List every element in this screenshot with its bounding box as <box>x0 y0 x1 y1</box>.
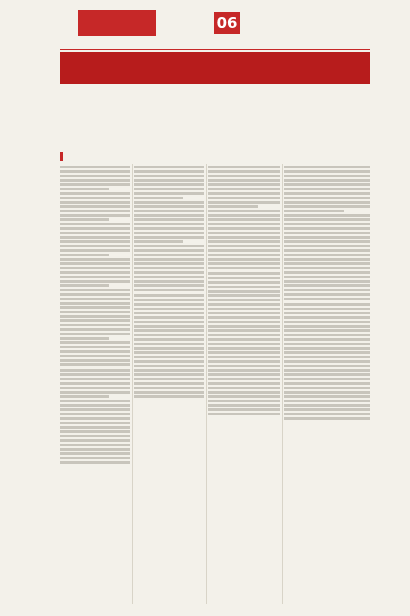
banner-slogan <box>60 52 370 84</box>
column-divider <box>206 164 207 604</box>
article-column-1 <box>60 164 130 604</box>
column-divider <box>132 164 133 604</box>
page-number: 06 <box>214 12 240 34</box>
article-column-3 <box>208 164 280 604</box>
page-header <box>0 0 410 52</box>
header-rule <box>60 49 370 50</box>
body-text-block <box>134 166 204 292</box>
body-text-block <box>208 272 280 415</box>
article-column-4 <box>284 164 370 604</box>
column-divider <box>282 164 283 604</box>
body-text-block <box>134 294 204 398</box>
body-text-block <box>60 369 130 464</box>
body-text-block <box>284 166 370 300</box>
article-column-2 <box>134 164 204 604</box>
body-text-block <box>284 303 370 420</box>
body-text-block <box>208 166 280 270</box>
masthead-logo <box>78 10 156 36</box>
banner <box>60 52 370 84</box>
byline-marker <box>60 152 63 161</box>
body-text-block <box>60 166 130 366</box>
masthead-text <box>78 10 156 36</box>
